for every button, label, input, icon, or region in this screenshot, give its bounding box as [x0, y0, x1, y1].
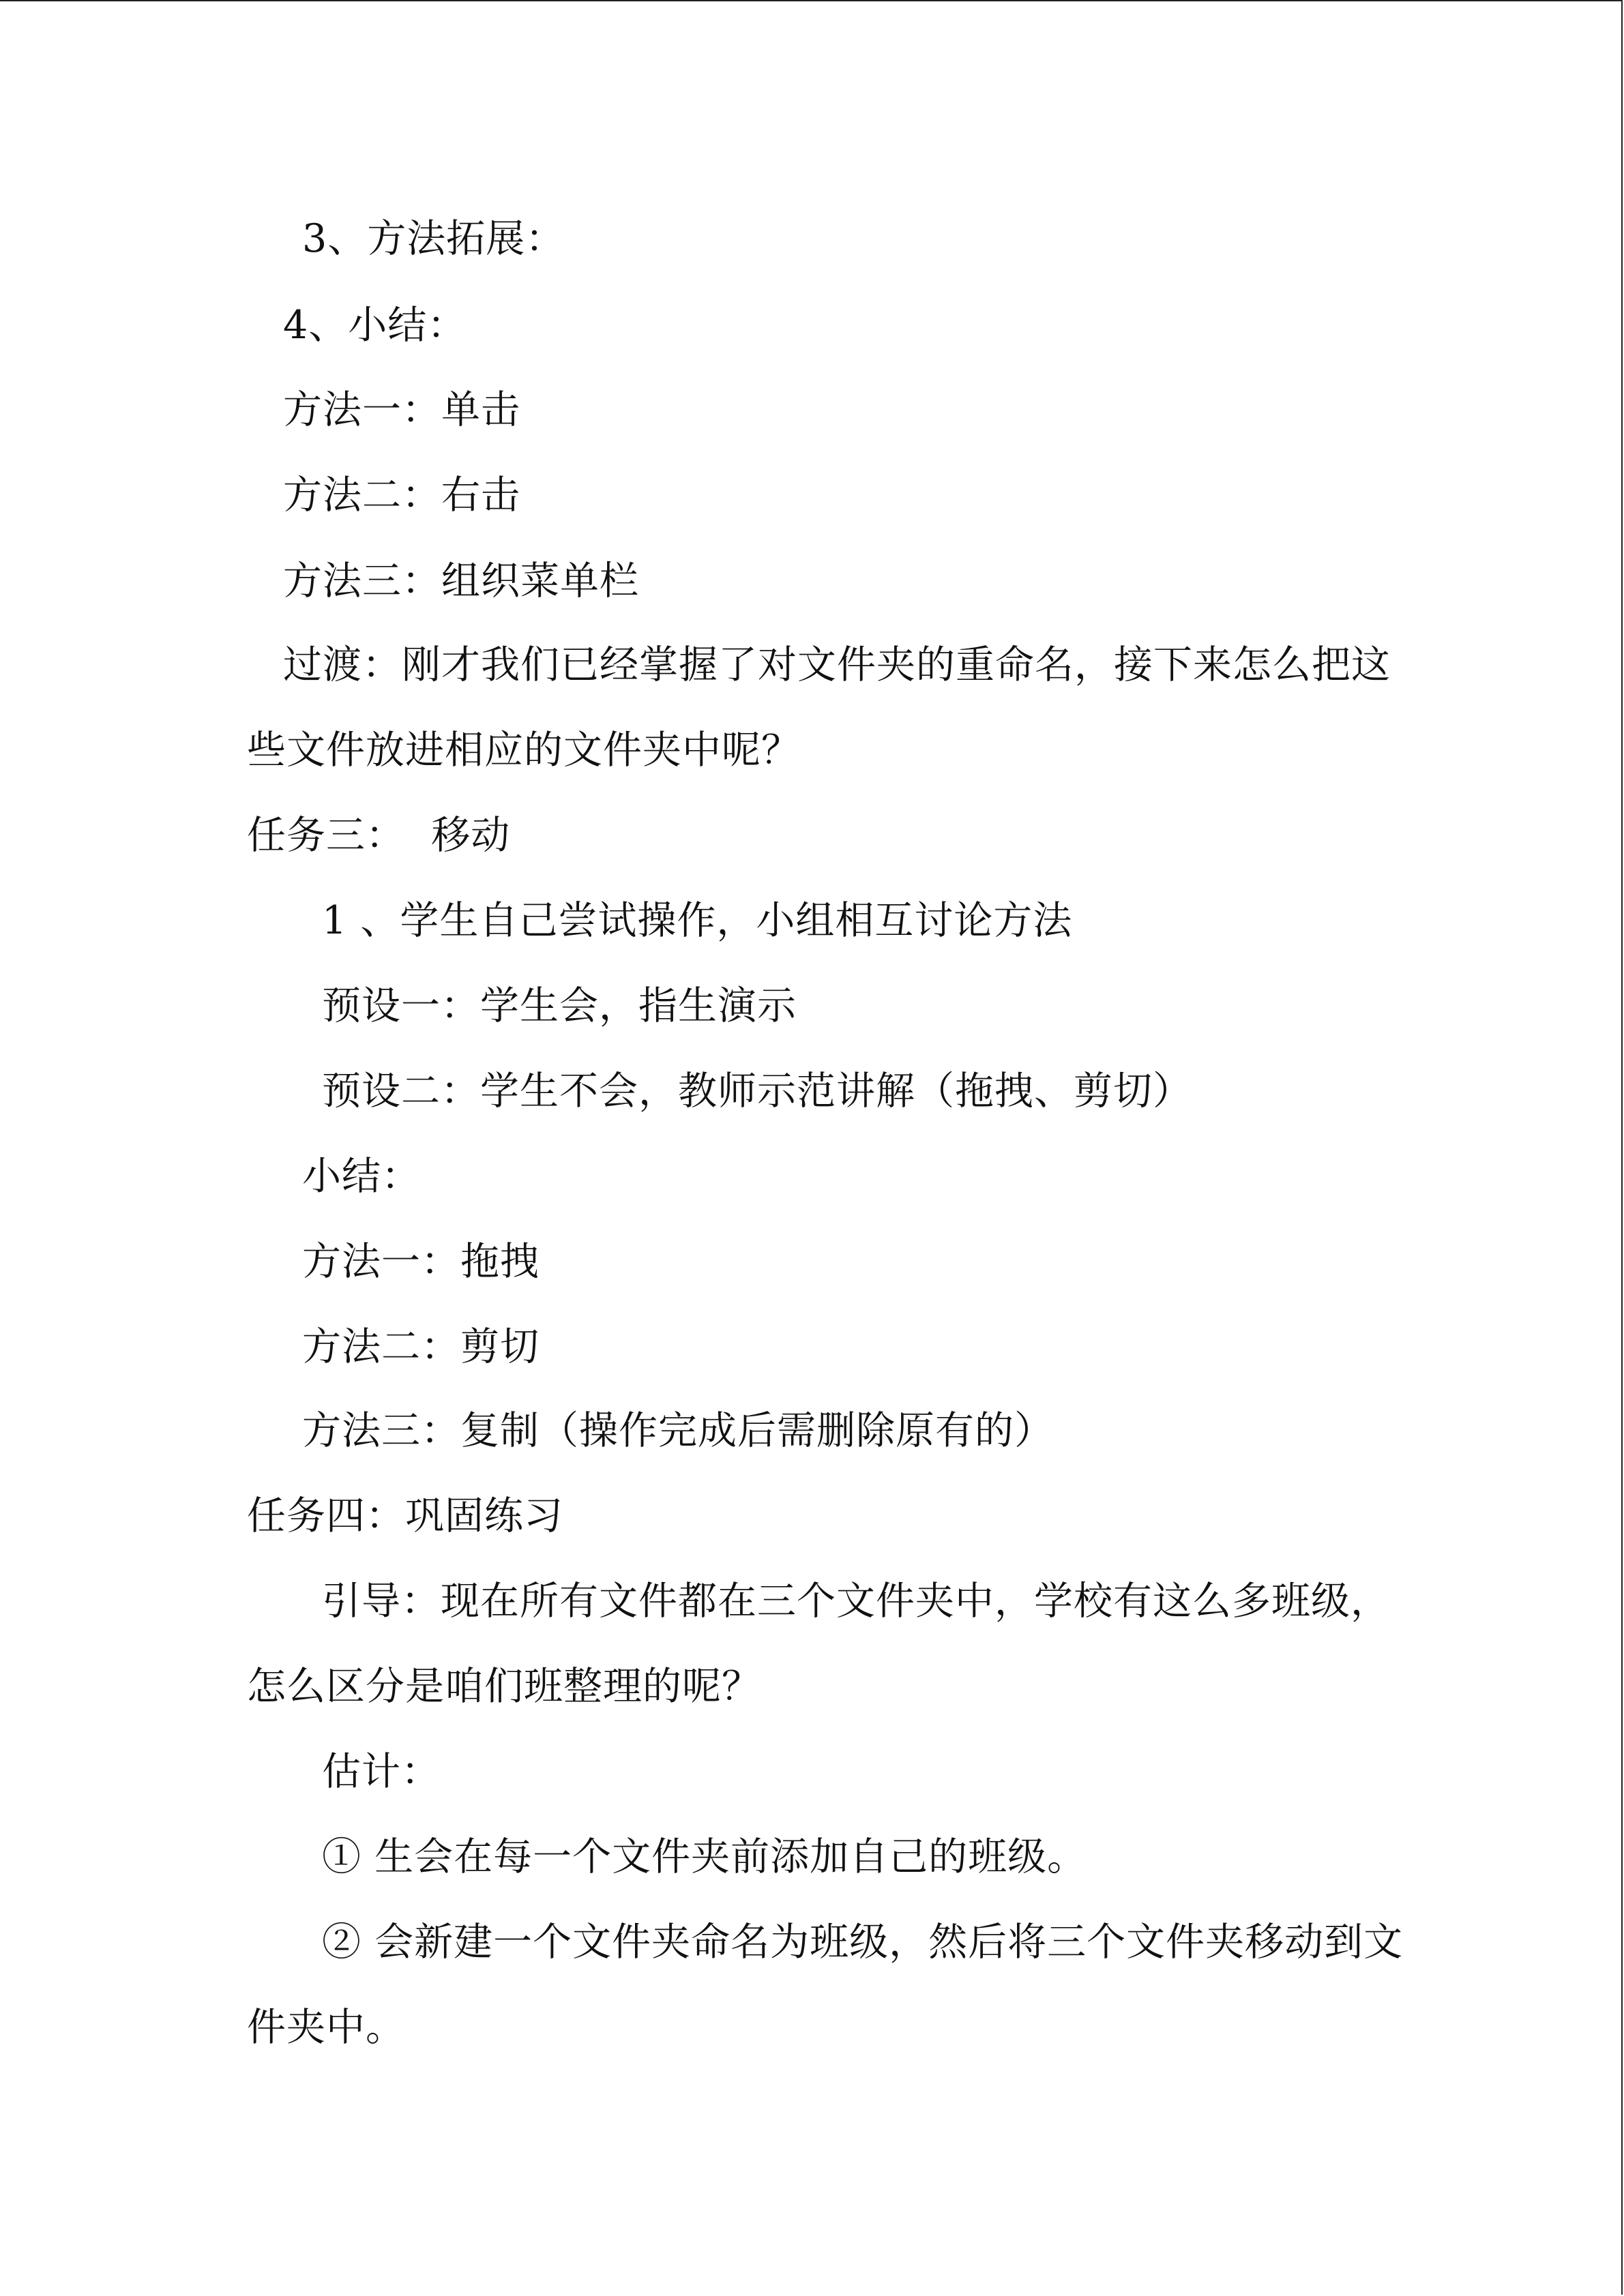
text-line: 预设二：学生不会，教师示范讲解（拖拽、剪切） — [322, 1069, 1192, 1114]
text-line: 3、方法拓展： — [302, 216, 565, 261]
text-line: 小结： — [302, 1154, 421, 1199]
text-line: 方法二：剪切 — [302, 1324, 540, 1369]
text-line: 引导：现在所有文件都在三个文件夹中，学校有这么多班级， — [322, 1579, 1390, 1624]
text-line: 方法一：单击 — [283, 387, 520, 432]
text-line: 怎么区分是咱们班整理的呢？ — [247, 1664, 761, 1709]
text-line: 方法三：组织菜单栏 — [283, 558, 639, 603]
text-line: 过渡：刚才我们已经掌握了对文件夹的重命名，接下来怎么把这 — [283, 642, 1391, 687]
text-line: 预设一：学生会，指生演示 — [322, 983, 797, 1028]
text-line: ① 生会在每一个文件夹前添加自己的班级。 — [322, 1834, 1087, 1879]
section-heading: 任务四：巩固练习 — [247, 1493, 563, 1538]
text-line: 方法一：拖拽 — [302, 1239, 540, 1284]
text-line: 些文件放进相应的文件夹中呢？ — [247, 728, 801, 773]
text-line: 方法二：右击 — [283, 473, 520, 518]
text-line: 件夹中。 — [247, 2005, 405, 2050]
section-heading: 任务三： 移动 — [247, 813, 511, 858]
text-line: 4、小结： — [283, 303, 467, 348]
text-line: 1 、学生自己尝试操作，小组相互讨论方法 — [322, 898, 1073, 943]
text-line: 方法三：复制（操作完成后需删除原有的） — [302, 1408, 1054, 1453]
text-line: ② 会新建一个文件夹命名为班级，然后将三个文件夹移动到文 — [322, 1920, 1404, 1965]
text-line: 估计： — [322, 1749, 441, 1794]
